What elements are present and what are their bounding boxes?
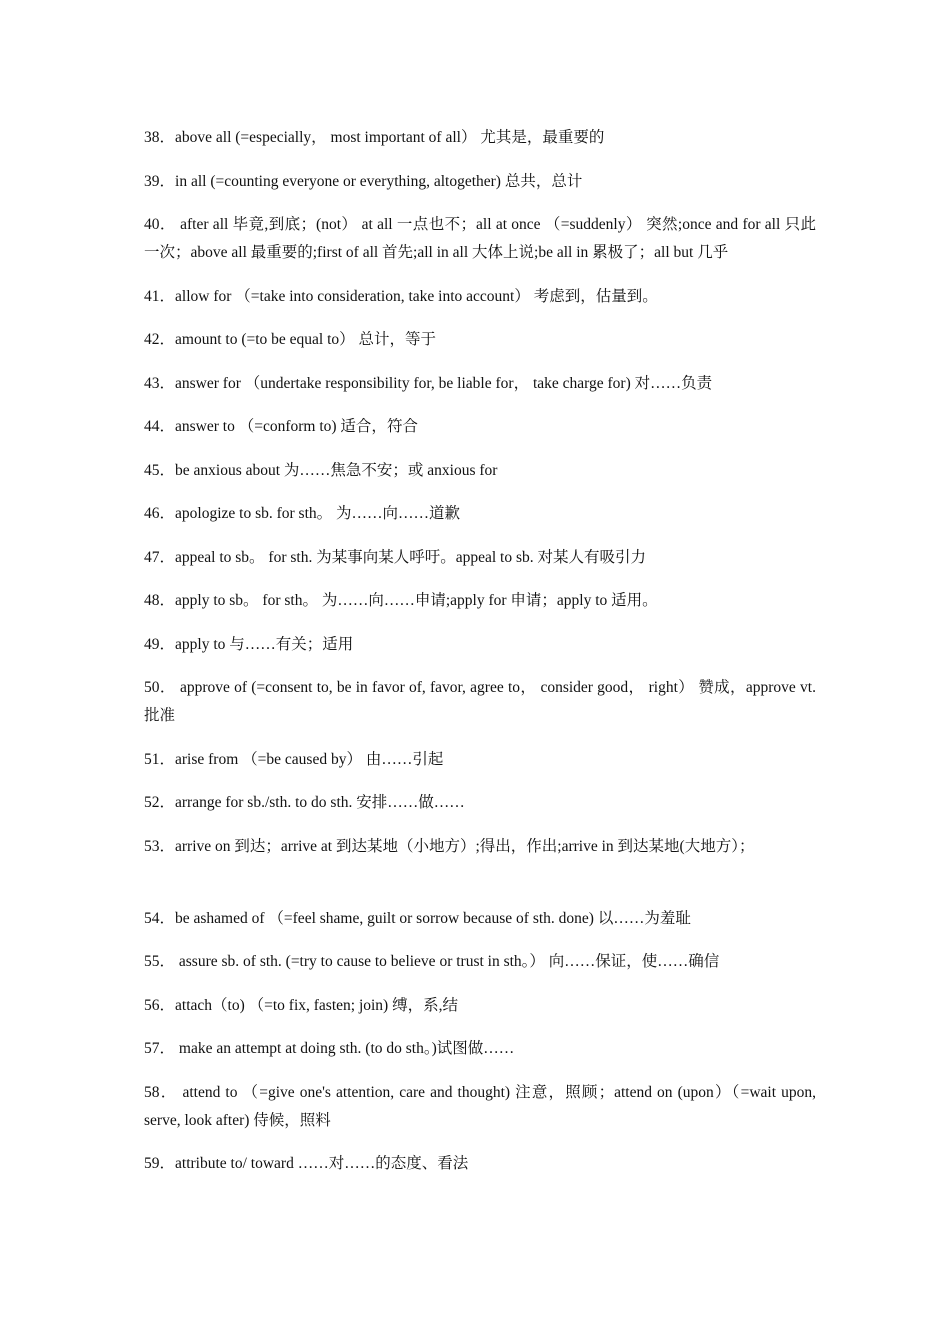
- list-item: 50． approve of (=consent to, be in favor of, favor, agree to， consider good， right） 赞成，approve vt. 批准: [144, 679, 820, 724]
- entry-number: 57: [144, 1040, 160, 1057]
- entry-text: answer to （=conform to) 适合，符合: [175, 418, 418, 435]
- entry-number: 50: [144, 679, 160, 696]
- entry-text: apply to sb。 for sth。 为……向……申请;apply for 申请；apply to 适用。: [175, 592, 658, 609]
- list-item: 49．apply to 与……有关；适用: [144, 635, 354, 653]
- list-item: 55． assure sb. of sth. (=try to cause to believe or trust in sth。） 向……保证，使……确信: [144, 953, 720, 970]
- entry-text: arise from （=be caused by） 由……引起: [175, 750, 444, 768]
- entry-text: after all 毕竟,到底；(not） at all 一点也不；all at once （=suddenly） 突然;once and for all 只此一次；above all 最重要的;first of all 首先;all in all 大体上说;be all in 累极了；all but 几乎: [144, 216, 816, 261]
- entry-text: apply to 与……有关；适用: [175, 635, 354, 653]
- entry-number: 54: [144, 909, 160, 927]
- entry-number: 48: [144, 592, 160, 609]
- entry-text: apologize to sb. for sth。 为……向……道歉: [175, 505, 461, 522]
- entry-number: 40: [144, 216, 160, 233]
- list-item: 57． make an attempt at doing sth. (to do sth。)试图做……: [144, 1040, 515, 1057]
- entry-number: 47: [144, 548, 160, 566]
- entry-number: 42: [144, 331, 160, 348]
- list-item: 42．amount to (=to be equal to） 总计，等于: [144, 331, 437, 348]
- entry-text: answer for （undertake responsibility for, be liable for， take charge for) 对……负责: [175, 374, 713, 392]
- list-item: 43．answer for （undertake responsibility for, be liable for， take charge for) 对……负责: [144, 374, 713, 392]
- entry-number: 55: [144, 953, 160, 970]
- entry-text: be ashamed of （=feel shame, guilt or sorrow because of sth. done) 以……为羞耻: [175, 909, 691, 927]
- list-item: 46．apologize to sb. for sth。 为……向……道歉: [144, 505, 461, 522]
- list-item: 40． after all 毕竟,到底；(not） at all 一点也不；all at once （=suddenly） 突然;once and for all 只此一次；above all 最重要的;first of all 首先;all in all 大体上说;be all in 累极了；all but 几乎: [144, 216, 816, 261]
- list-item: 58． attend to （=give one's attention, care and thought) 注意，照顾；attend on (upon）（=wait upon, serve, look after) 侍候，照料: [144, 1083, 820, 1129]
- entry-number: 41: [144, 287, 160, 305]
- entry-text: assure sb. of sth. (=try to cause to believe or trust in sth。） 向……保证，使……确信: [175, 953, 720, 970]
- entry-number: 44: [144, 418, 160, 435]
- entry-text: approve of (=consent to, be in favor of, favor, agree to， consider good， right） 赞成，approve vt. 批准: [144, 679, 820, 724]
- list-item: 53．arrive on 到达；arrive at 到达某地（小地方）;得出，作出;arrive in 到达某地(大地方）；: [144, 837, 755, 855]
- entry-text: appeal to sb。 for sth. 为某事向某人呼吁。appeal to sb. 对某人有吸引力: [175, 548, 646, 566]
- list-item: 59．attribute to/ toward ……对……的态度、看法: [144, 1155, 469, 1172]
- entry-text: attend to （=give one's attention, care and thought) 注意，照顾；attend on (upon）（=wait upon, serve, look after) 侍候，照料: [144, 1083, 820, 1129]
- entry-number: 59: [144, 1155, 160, 1172]
- entry-number: 43: [144, 374, 160, 392]
- entry-number: 53: [144, 837, 160, 855]
- entry-text: allow for （=take into consideration, take into account） 考虑到，估量到。: [175, 287, 658, 305]
- entry-text: arrange for sb./sth. to do sth. 安排……做……: [175, 794, 465, 811]
- list-item: 54．be ashamed of （=feel shame, guilt or sorrow because of sth. done) 以……为羞耻: [144, 909, 691, 927]
- list-item: 45．be anxious about 为……焦急不安；或 anxious for: [144, 461, 498, 479]
- list-item: 39．in all (=counting everyone or everything, altogether) 总共，总计: [144, 172, 583, 190]
- list-item: 38．above all (=especially， most important of all） 尤其是，最重要的: [144, 129, 605, 146]
- entry-number: 58: [144, 1083, 160, 1101]
- entry-number: 39: [144, 172, 160, 190]
- entry-text: attach（to) （=to fix, fasten; join) 缚，系,结: [175, 996, 458, 1014]
- entry-list: [144, 124, 820, 1194]
- entry-number: 46: [144, 505, 160, 522]
- list-item: 47．appeal to sb。 for sth. 为某事向某人呼吁。appeal to sb. 对某人有吸引力: [144, 548, 646, 566]
- list-item: 48．apply to sb。 for sth。 为……向……申请;apply for 申请；apply to 适用。: [144, 592, 658, 609]
- entry-text: above all (=especially， most important of all） 尤其是，最重要的: [175, 129, 605, 146]
- list-item: 51．arise from （=be caused by） 由……引起: [144, 750, 444, 768]
- list-item: 56．attach（to) （=to fix, fasten; join) 缚，系,结: [144, 996, 458, 1014]
- entry-number: 38: [144, 129, 160, 146]
- entry-text: attribute to/ toward ……对……的态度、看法: [175, 1155, 469, 1172]
- entry-number: 45: [144, 461, 160, 479]
- entry-text: arrive on 到达；arrive at 到达某地（小地方）;得出，作出;arrive in 到达某地(大地方）；: [175, 837, 755, 855]
- entry-text: amount to (=to be equal to） 总计，等于: [175, 331, 437, 348]
- entry-number: 52: [144, 794, 160, 811]
- entry-number: 56: [144, 996, 160, 1014]
- entry-number: 51: [144, 750, 160, 768]
- entry-text: make an attempt at doing sth. (to do sth。)试图做……: [175, 1040, 515, 1057]
- entry-text: be anxious about 为……焦急不安；或 anxious for: [175, 461, 498, 479]
- entry-text: in all (=counting everyone or everything, altogether) 总共，总计: [175, 172, 583, 190]
- list-item: 44．answer to （=conform to) 适合，符合: [144, 418, 418, 435]
- list-item: 41．allow for （=take into consideration, take into account） 考虑到，估量到。: [144, 287, 658, 305]
- list-item: 52．arrange for sb./sth. to do sth. 安排……做……: [144, 794, 465, 811]
- entry-number: 49: [144, 635, 160, 653]
